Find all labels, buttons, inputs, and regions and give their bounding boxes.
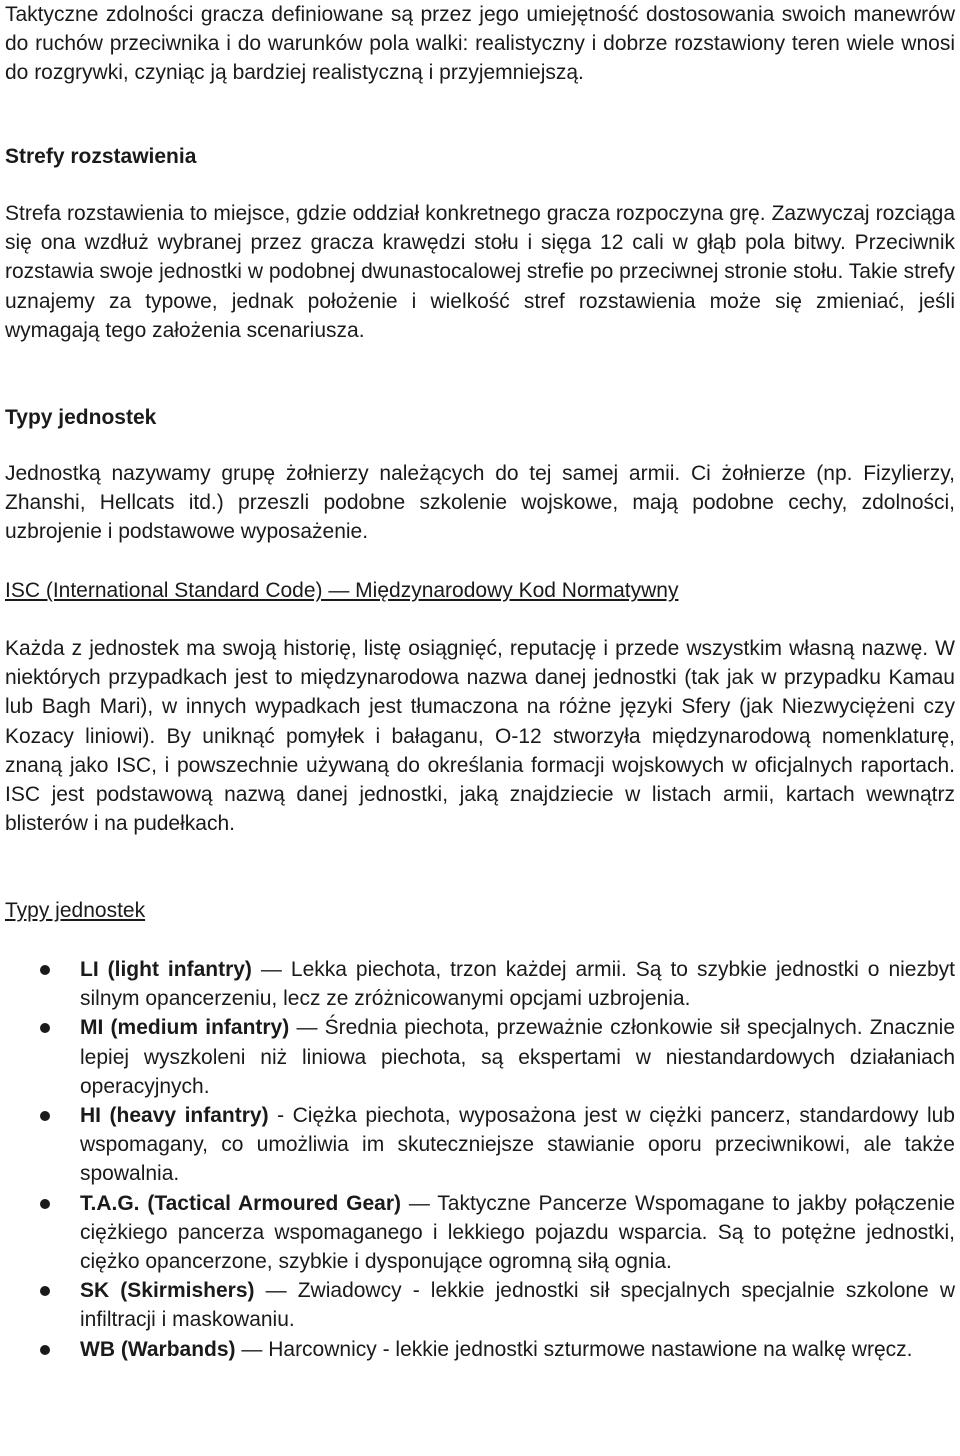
list-item-term: MI (medium infantry) xyxy=(80,1016,290,1040)
list-item-separator: — xyxy=(289,1016,325,1040)
list-item xyxy=(5,1101,955,1189)
unit-types-heading: Typy jednostek xyxy=(5,406,157,429)
list-item-separator: — xyxy=(401,1191,438,1215)
list-item xyxy=(5,955,955,1013)
list-item-separator: — xyxy=(251,958,291,981)
intro-paragraph: Taktyczne zdolności gracza definiowane są przez jego umiejętność dostosowania swoich manewrów do ruchów przeciwnika i do warunków pola walki: realistyczny i dobrze rozstawiony teren wiele wnosi do rozgrywki, czyniąc ją bardziej realistyczną i przyjemniejszą. xyxy=(5,3,955,85)
bullet-icon xyxy=(40,1023,50,1033)
list-item-description: Zwiadowcy - lekkie jednostki sił specjalnych specjalnie szkolone w infiltracji i maskowaniu. xyxy=(80,1279,956,1332)
bullet-icon xyxy=(40,965,50,975)
list-item-term: LI (light infantry) xyxy=(80,958,252,981)
list-item-description: Średnia piechota, przeważnie członkowie sił specjalnych. Znacznie lepiej wyszkoleni niż liniowa piechota, są ekspertami w niestandardowych działaniach operacyjnych. xyxy=(80,1016,956,1098)
list-item xyxy=(5,1189,955,1277)
list-item-separator: — xyxy=(254,1279,298,1303)
isc-heading: ISC (International Standard Code) — Międzynarodowy Kod Normatywny xyxy=(5,579,679,602)
list-item-description: Ciężka piechota, wyposażona jest w ciężki pancerz, standardowy lub wspomagany, co umożliwia im skuteczniejsze stawianie oporu przeciwnikowi, ale także spowalnia. xyxy=(80,1104,955,1186)
bullet-icon xyxy=(40,1345,50,1355)
list-item-separator: - xyxy=(268,1104,293,1128)
list-item xyxy=(5,1276,955,1334)
list-item-description: Taktyczne Pancerze Wspomagane to jakby połączenie ciężkiego pancerza wspomaganego i lekkiego pojazdu wsparcia. Są to potężne jednostki, ciężko opancerzone, szybkie i dysponujące ogromną siłą ognia. xyxy=(80,1191,955,1274)
isc-paragraph: Każda z jednostek ma swoją historię, listę osiągnięć, reputację i przede wszystkim własną nazwę. W niektórych przypadkach jest to międzynarodowa nazwa danej jednostki (tak jak w przypadku Kamau lub Bagh Mari), w innych wypadkach jest tłumaczona na różne języki Sfery (jak Niezwyciężeni czy Kozacy liniowi). By uniknąć pomyłek i bałaganu, O-12 stworzyła międzynarodową nomenklaturę, znaną jako ISC, i powszechnie używaną do określania formacji wojskowych w oficjalnych raportach. ISC jest podstawową nazwą danej jednostki, jaką znajdziecie w listach armii, kartach wewnątrz blisterów i na pudełkach. xyxy=(5,637,955,836)
types-list-heading: Typy jednostek xyxy=(5,899,146,922)
bullet-icon xyxy=(40,1111,50,1121)
bullet-icon xyxy=(40,1286,50,1296)
list-item xyxy=(5,1335,955,1364)
list-item-term: WB (Warbands) xyxy=(80,1337,236,1361)
deployment-heading: Strefy rozstawienia xyxy=(5,145,197,168)
deployment-paragraph: Strefa rozstawienia to miejsce, gdzie oddział konkretnego gracza rozpoczyna grę. Zazwyczaj rozciąga się ona wzdłuż wybranej przez gracza krawędzi stołu i sięga 12 cali w głąb pola bitwy. Przeciwnik rozstawia swoje jednostki w podobnej dwunastocalowej strefie po przeciwnej stronie stołu. Takie strefy uznajemy za typowe, jednak położenie i wielkość stref rozstawienia może się zmieniać, jeśli wymagają tego założenia scenariusza. xyxy=(5,202,955,342)
unit-types-paragraph: Jednostką nazywamy grupę żołnierzy należących do tej samej armii. Ci żołnierze (np. Fizylierzy, Zhanshi, Hellcats itd.) przeszli podobne szkolenie wojskowe, mają podobne cechy, zdolności, uzbrojenie i podstawowe wyposażenie. xyxy=(5,462,955,544)
list-item-term: SK (Skirmishers) xyxy=(80,1279,255,1303)
list-item-description: Harcownicy - lekkie jednostki szturmowe nastawione na walkę wręcz. xyxy=(268,1337,913,1361)
list-item-term: T.A.G. (Tactical Armoured Gear) xyxy=(80,1191,402,1215)
unit-type-list xyxy=(5,955,955,1364)
list-item xyxy=(5,1013,955,1101)
list-item-term: HI (heavy infantry) xyxy=(80,1104,269,1128)
list-item-separator: — xyxy=(235,1337,269,1361)
bullet-icon xyxy=(40,1199,50,1209)
list-item-description: Lekka piechota, trzon każdej armii. Są to szybkie jednostki o niezbyt silnym opancerzeniu, lecz ze zróżnicowanymi opcjami uzbrojenia. xyxy=(80,958,956,1011)
